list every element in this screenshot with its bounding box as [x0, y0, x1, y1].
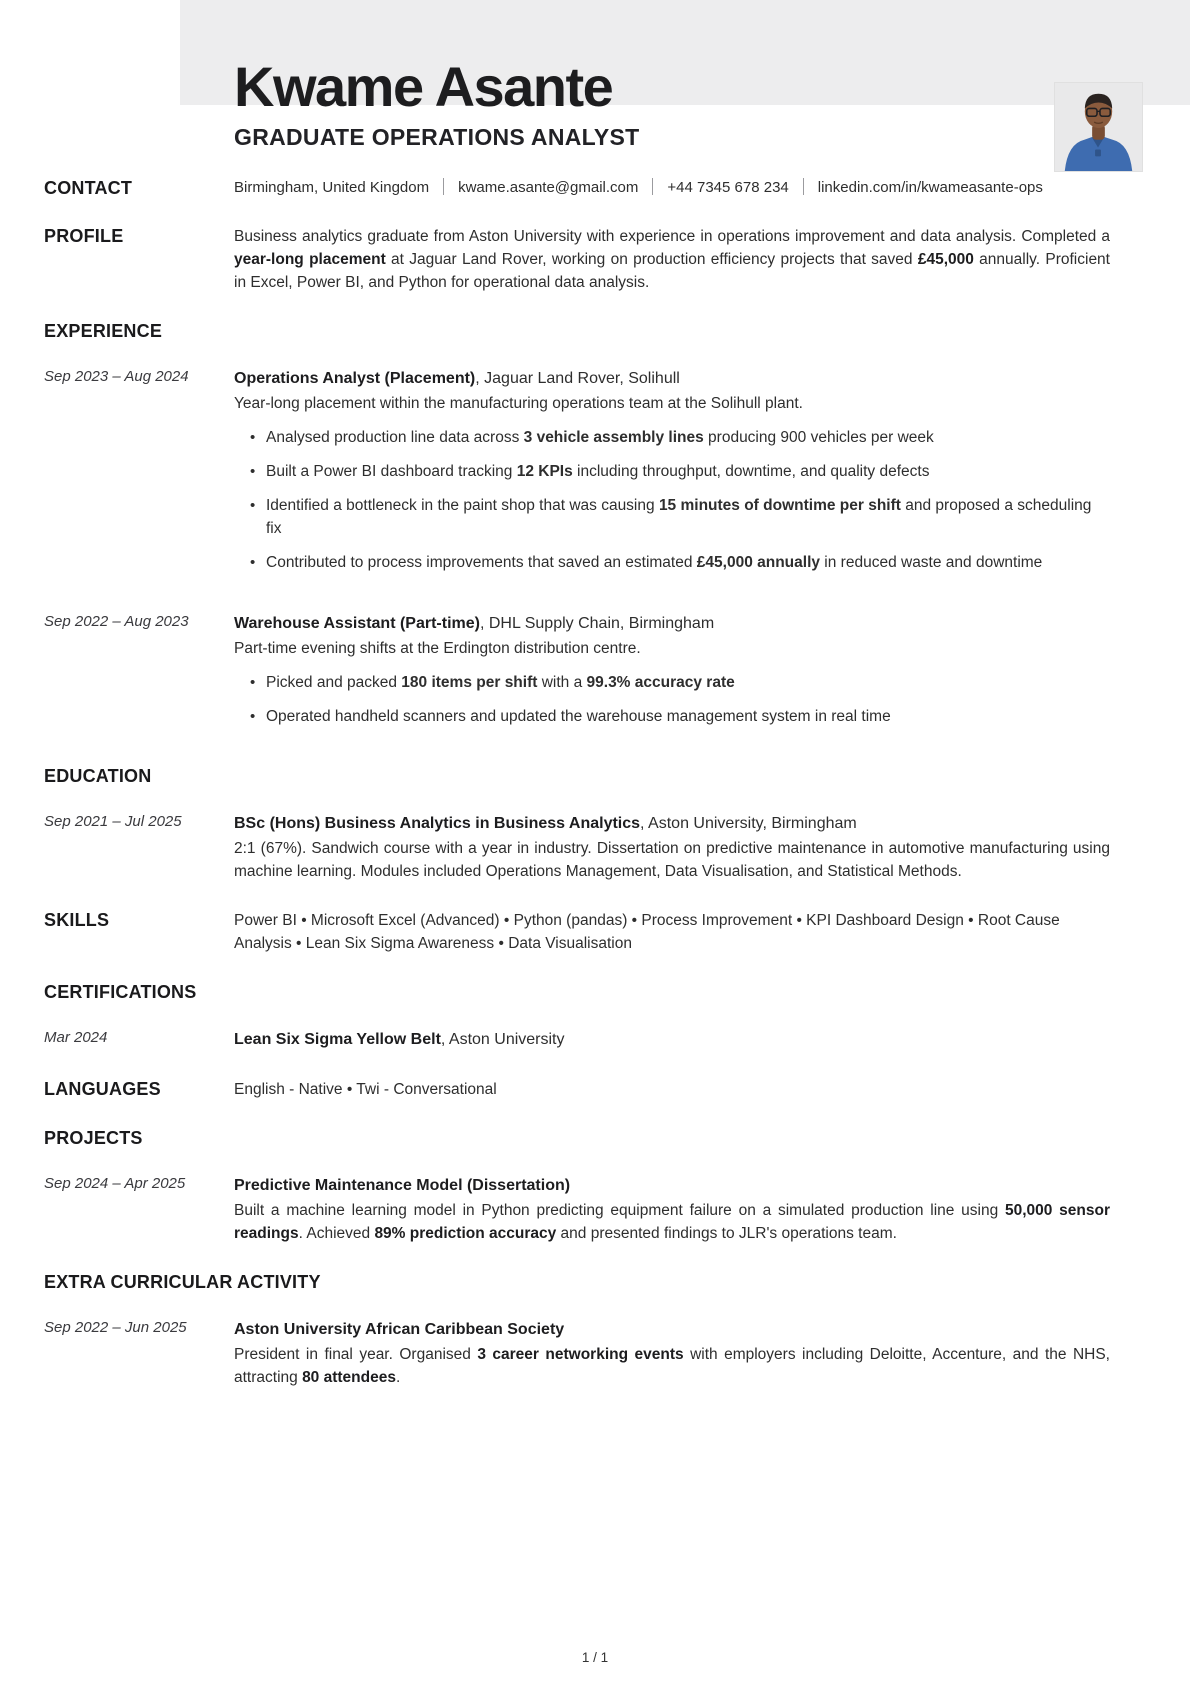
entry-content [234, 366, 1110, 585]
certification-entry [44, 1027, 1110, 1052]
entry-content [234, 1317, 1110, 1389]
certifications-header: CERTIFICATIONS [44, 981, 197, 1002]
profile-section [44, 225, 1110, 294]
contact-location: Birmingham, United Kingdom [234, 178, 430, 196]
projects-header: PROJECTS [44, 1127, 143, 1148]
project-entry [44, 1173, 1110, 1245]
degree-description: 2:1 (67%). Sandwich course with a year in industry. Dissertation on predictive maintenance in automotive manufacturing using machine learning. Modules included Operations Management, Data Visualisation, and Statistical Methods. [234, 839, 1110, 880]
contact-line [234, 177, 1110, 199]
profile-label: PROFILE [44, 225, 124, 246]
certification-title: Lean Six Sigma Yellow Belt, Aston University [234, 1030, 565, 1048]
entry-content [234, 1027, 1110, 1052]
project-description: Built a machine learning model in Python predicting equipment failure on a simulated production line using 50,000 sensor readings. Achieved 89% prediction accuracy and presented findings to JLR's operations team. [234, 1201, 1110, 1242]
candidate-name: Kwame Asante [234, 55, 613, 118]
skills-section [44, 909, 1110, 955]
entry-content [234, 811, 1110, 883]
contact-linkedin: linkedin.com/in/kwameasante-ops [817, 178, 1043, 196]
contact-phone: +44 7345 678 234 [667, 178, 789, 196]
degree-title: BSc (Hons) Business Analytics in Business Analytics, Aston University, Birmingham [234, 814, 857, 832]
entry-dates: Sep 2024 – Apr 2025 [44, 1174, 186, 1192]
job-bullets [234, 671, 1110, 728]
job-bullet: • Built a Power BI dashboard tracking 12 KPIs including throughput, downtime, and quality defects [250, 460, 1110, 483]
job-title: Warehouse Assistant (Part-time), DHL Supply Chain, Birmingham [234, 614, 715, 632]
education-entry [44, 811, 1110, 883]
entry-dates: Sep 2022 – Jun 2025 [44, 1318, 187, 1336]
resume-body [0, 151, 1190, 1389]
contact-divider [652, 178, 653, 195]
job-bullet: • Analysed production line data across 3 vehicle assembly lines producing 900 vehicles per week [250, 426, 1110, 449]
entry-content [234, 1173, 1110, 1245]
experience-header: EXPERIENCE [44, 320, 163, 341]
job-bullet: • Contributed to process improvements that saved an estimated £45,000 annually in reduced waste and downtime [250, 551, 1110, 574]
job-bullet: • Identified a bottleneck in the paint shop that was causing 15 minutes of downtime per shift and proposed a scheduling fix [250, 494, 1110, 540]
profile-photo [1054, 82, 1143, 172]
project-title: Predictive Maintenance Model (Dissertation) [234, 1176, 571, 1194]
languages-label: LANGUAGES [44, 1078, 161, 1099]
entry-dates: Sep 2023 – Aug 2024 [44, 367, 189, 385]
job-summary: Year-long placement within the manufacturing operations team at the Solihull plant. [234, 394, 803, 412]
resume-header [0, 0, 1190, 151]
job-title: Operations Analyst (Placement), Jaguar Land Rover, Solihull [234, 369, 680, 387]
experience-entry [44, 611, 1110, 739]
profile-text: Business analytics graduate from Aston University with experience in operations improvement and data analysis. Completed a year-long placement at Jaguar Land Rover, working on production efficiency projects that saved £45,000 annually. Proficient in Excel, Power BI, and Python for operational data analysis. [234, 227, 1110, 291]
activity-title: Aston University African Caribbean Society [234, 1320, 565, 1338]
contact-section [44, 177, 1110, 199]
job-bullets [234, 426, 1110, 574]
experience-entry [44, 366, 1110, 585]
page-number: 1 / 1 [581, 1650, 609, 1665]
extra-curricular-header: EXTRA CURRICULAR ACTIVITY [44, 1271, 321, 1292]
languages-section [44, 1078, 1110, 1101]
entry-content [234, 611, 1110, 739]
activity-description: President in final year. Organised 3 career networking events with employers including Deloitte, Accenture, and the NHS, attracting 80 attendees. [234, 1345, 1110, 1386]
education-header: EDUCATION [44, 765, 152, 786]
entry-dates: Sep 2021 – Jul 2025 [44, 812, 182, 830]
languages-text: English - Native • Twi - Conversational [234, 1080, 497, 1098]
extra-curricular-entry [44, 1317, 1110, 1389]
job-bullet: • Operated handheld scanners and updated the warehouse management system in real time [250, 705, 1110, 728]
job-summary: Part-time evening shifts at the Erdington distribution centre. [234, 639, 641, 657]
job-bullet: • Picked and packed 180 items per shift with a 99.3% accuracy rate [250, 671, 1110, 694]
skills-label: SKILLS [44, 909, 110, 930]
contact-label: CONTACT [44, 177, 133, 198]
candidate-title: GRADUATE OPERATIONS ANALYST [234, 123, 640, 150]
skills-text: Power BI • Microsoft Excel (Advanced) • Python (pandas) • Process Improvement • KPI Dashboard Design • Root Cause Analysis • Lean Six Sigma Awareness • Data Visualisation [234, 911, 1060, 952]
contact-divider [443, 178, 444, 195]
contact-divider [803, 178, 804, 195]
entry-dates: Sep 2022 – Aug 2023 [44, 612, 189, 630]
entry-dates: Mar 2024 [44, 1028, 108, 1046]
contact-email: kwame.asante@gmail.com [458, 178, 639, 196]
profile-photo-illustration [1055, 83, 1142, 171]
